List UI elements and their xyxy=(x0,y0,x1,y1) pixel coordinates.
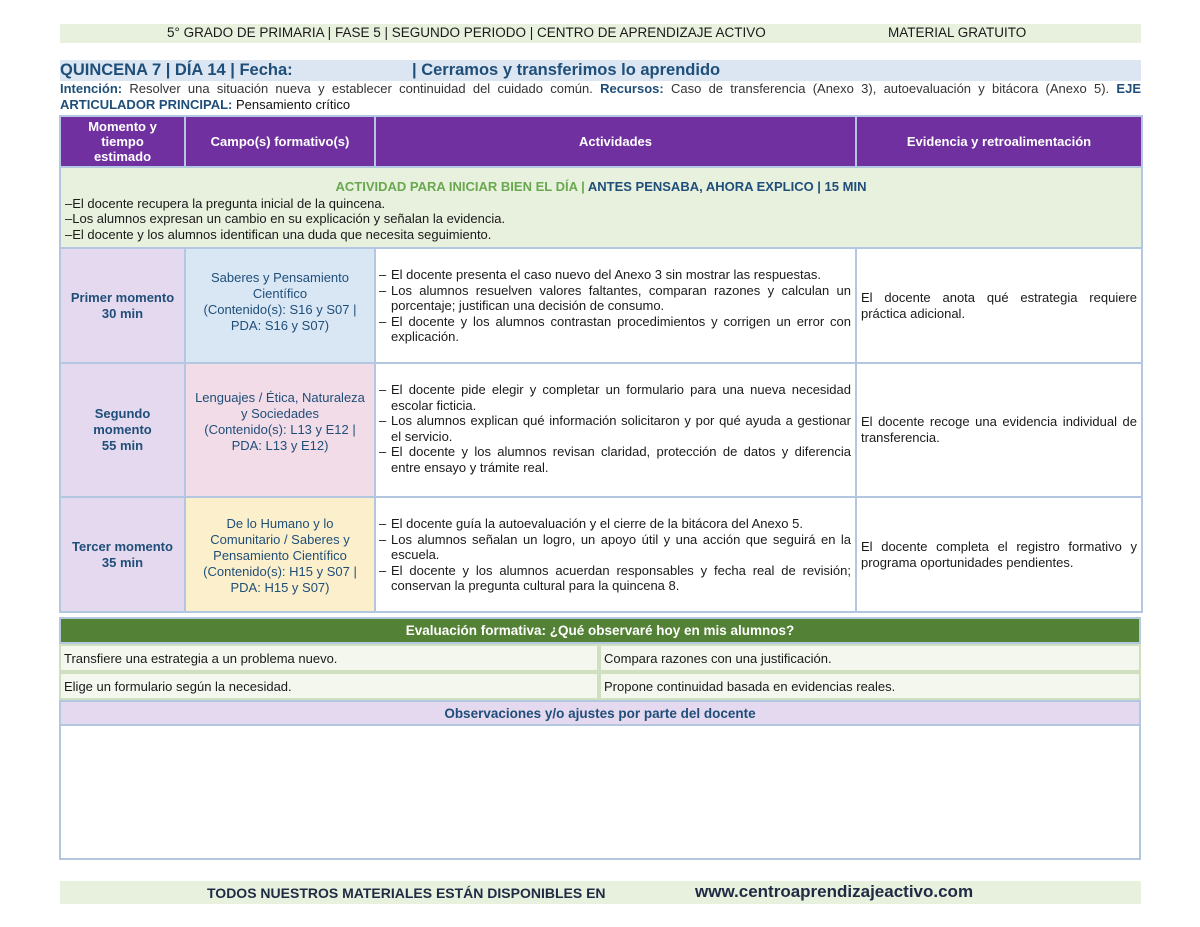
table-row xyxy=(60,497,1142,612)
evaluation-item: Transfiere una estrategia a un problema nuevo. xyxy=(59,644,599,672)
top-banner xyxy=(60,24,1141,43)
table-row xyxy=(60,248,1142,363)
evaluation-title: Evaluación formativa: ¿Qué observaré hoy en mis alumnos? xyxy=(59,617,1141,644)
evidence-cell: El docente completa el registro formativo y programa oportunidades pendientes. xyxy=(856,497,1142,612)
intent-paragraph xyxy=(60,81,1141,112)
observations-title: Observaciones y/o ajustes por parte del docente xyxy=(59,700,1141,726)
activities-cell xyxy=(375,497,856,612)
header-activities: Actividades xyxy=(375,116,856,167)
intent-label: Intención: xyxy=(60,81,123,96)
header-moment: Momento y tiempo estimado xyxy=(60,116,185,167)
free-material-label: MATERIAL GRATUITO xyxy=(888,25,1027,40)
list-item: – El docente guía la autoevaluación y el cierre de la bitácora del Anexo 5. xyxy=(379,516,803,531)
axis-label: EJE ARTICULADOR PRINCIPAL: xyxy=(60,81,1141,112)
intent-text: Resolver una situación nueva y establecer continuidad del cuidado común. xyxy=(122,81,601,96)
list-item: – Los alumnos señalan un logro, un apoyo útil y una acción que seguirá en la escuela. xyxy=(379,531,851,563)
start-activity-row xyxy=(60,167,1142,248)
header-evidence: Evidencia y retroalimentación xyxy=(856,116,1142,167)
moment-cell: Segundo momento 55 min xyxy=(60,363,185,497)
evidence-cell: El docente recoge una evidencia individual de transferencia. xyxy=(856,363,1142,497)
grade-info: 5° GRADO DE PRIMARIA | FASE 5 | SEGUNDO PERIODO | CENTRO DE APRENDIZAJE ACTIVO xyxy=(167,25,766,40)
list-item: –El docente recupera la pregunta inicial de la quincena. xyxy=(65,195,386,211)
session-theme: | Cerramos y transferimos lo aprendido xyxy=(412,61,721,79)
start-activity-title: ACTIVIDAD PARA INICIAR BIEN EL DÍA | ANTES PENSABA, AHORA EXPLICO | 15 MIN xyxy=(335,179,867,194)
list-item: – El docente pide elegir y completar un formulario para una nueva necesidad escolar ficticia. xyxy=(379,382,851,413)
header-campo: Campo(s) formativo(s) xyxy=(185,116,375,167)
list-item: – El docente y los alumnos acuerdan responsables y fecha real de revisión; conservan la pregunta cultural para la quincena 8. xyxy=(379,562,851,594)
session-title-bar xyxy=(60,60,1141,81)
list-item: –Los alumnos expresan un cambio en su explicación y señalan la evidencia. xyxy=(65,211,506,226)
list-item: –El docente y los alumnos identifican una duda que necesita seguimiento. xyxy=(65,226,492,242)
evaluation-item: Compara razones con una justificación. xyxy=(599,644,1141,672)
moment-cell: Primer momento 30 min xyxy=(60,248,185,363)
list-item: – El docente presenta el caso nuevo del Anexo 3 sin mostrar las respuestas. xyxy=(379,267,821,282)
table-header-row xyxy=(60,116,1142,167)
session-number: QUINCENA 7 | DÍA 14 | Fecha: xyxy=(60,61,293,79)
evaluation-grid xyxy=(59,644,1141,700)
evaluation-item: Propone continuidad basada en evidencias reales. xyxy=(599,672,1141,700)
evaluation-item: Elige un formulario según la necesidad. xyxy=(59,672,599,700)
footer-banner xyxy=(60,881,1141,904)
table-row xyxy=(60,363,1142,497)
formative-evaluation-box xyxy=(59,617,1141,860)
observations-area[interactable] xyxy=(59,726,1141,860)
activities-cell xyxy=(375,248,856,363)
resources-text: Caso de transferencia (Anexo 3), autoevaluación y bitácora (Anexo 5). xyxy=(663,81,1117,96)
resources-label: Recursos: xyxy=(600,81,664,96)
axis-text: Pensamiento crítico xyxy=(232,96,351,112)
campo-cell: De lo Humano y lo Comunitario / Saberes y Pensamiento Científico (Contenido(s): H15 y S07 | PDA: H15 y S07) xyxy=(185,497,375,612)
evidence-cell: El docente anota qué estrategia requiere práctica adicional. xyxy=(856,248,1142,363)
campo-cell: Lenguajes / Ética, Naturaleza y Sociedades (Contenido(s): L13 y E12 | PDA: L13 y E12) xyxy=(185,363,375,497)
activities-cell xyxy=(375,363,856,497)
list-item: – Los alumnos resuelven valores faltantes, comparan razones y calculan un porcentaje; justifican una decisión de consumo. xyxy=(379,282,851,314)
footer-text: TODOS NUESTROS MATERIALES ESTÁN DISPONIBLES EN xyxy=(207,885,606,901)
footer-url-link[interactable]: www.centroaprendizajeactivo.com xyxy=(695,882,974,901)
moment-cell: Tercer momento 35 min xyxy=(60,497,185,612)
start-activity-cell xyxy=(60,167,1142,248)
list-item: – El docente y los alumnos revisan claridad, protección de datos y diferencia entre ensayo y trámite real. xyxy=(379,444,851,475)
campo-cell: Saberes y Pensamiento Científico (Contenido(s): S16 y S07 | PDA: S16 y S07) xyxy=(185,248,375,363)
list-item: – Los alumnos explican qué información solicitaron y por qué ayuda a gestionar el servicio. xyxy=(379,413,851,444)
list-item: – El docente y los alumnos contrastan procedimientos y corrigen un error con explicación. xyxy=(379,313,851,345)
planning-table xyxy=(59,115,1143,613)
